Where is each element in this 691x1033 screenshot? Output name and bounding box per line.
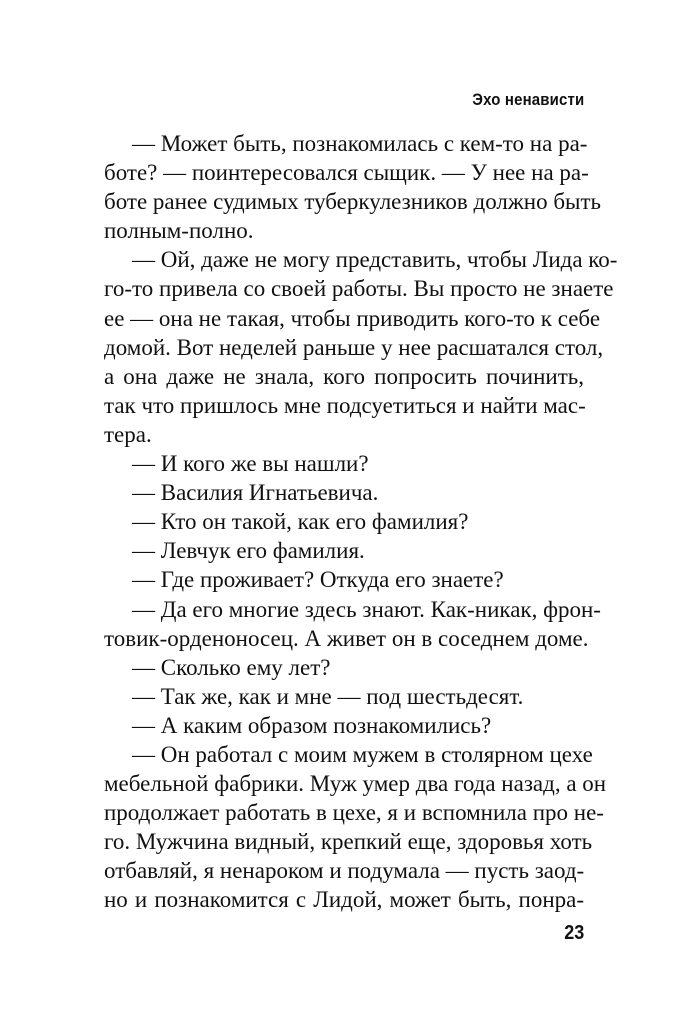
text-line: го-то привела со своей работы. Вы просто не знаете (104, 276, 614, 302)
text-line: — Сколько ему лет? (132, 654, 331, 680)
text-line: боте? — поинтересовался сыщик. — У нее на ра- (104, 160, 589, 186)
text-line: но и познакомится с Лидой, может быть, понра- (104, 887, 584, 913)
text-line: полным-полно. (104, 218, 254, 244)
text-line: — И кого же вы нашли? (132, 451, 369, 477)
text-line: а она даже не знала, кого попросить починить, (104, 363, 584, 389)
text-line: мебельной фабрики. Муж умер два года назад, а он (104, 771, 607, 797)
text-line: — А каким образом познакомились? (132, 712, 492, 738)
text-line: боте ранее судимых туберкулезников должно быть (104, 189, 602, 215)
text-line: тера. (104, 421, 152, 447)
text-line: отбавляй, я ненароком и подумала — пусть заод- (104, 858, 585, 884)
text-line: домой. Вот неделей раньше у нее расшатался стол, (104, 334, 604, 360)
text-line: — Да его многие здесь знают. Как-никак, фрон- (132, 596, 601, 622)
text-line: — Может быть, познакомилась с кем-то на ра- (132, 131, 588, 156)
text-line: продолжает работать в цехе, я и вспомнила про не- (104, 800, 604, 826)
text-line: го. Мужчина видный, крепкий еще, здоровья хоть (104, 829, 593, 855)
text-line: — Ой, даже не могу представить, чтобы Лида ко- (132, 247, 618, 273)
text-line: — Кто он такой, как его фамилия? (132, 509, 469, 535)
text-line: — Василия Игнатьевича. (132, 480, 379, 506)
text-line: так что пришлось мне подсуетиться и найти мас- (104, 392, 586, 418)
running-header: Эхо ненависти (471, 90, 584, 109)
text-line: ее — она не такая, чтобы приводить кого-то к себе (104, 305, 601, 331)
page-number: 23 (563, 922, 584, 944)
text-line: — Где проживает? Откуда его знаете? (132, 567, 504, 593)
text-line: — Левчук его фамилия. (132, 538, 365, 564)
body-text (104, 129, 618, 915)
text-line: товик-орденоносец. А живет он в соседнем доме. (104, 625, 589, 651)
text-line: — Он работал с моим мужем в столярном цехе (132, 741, 593, 767)
text-line: — Так же, как и мне — под шестьдесят. (132, 683, 524, 709)
